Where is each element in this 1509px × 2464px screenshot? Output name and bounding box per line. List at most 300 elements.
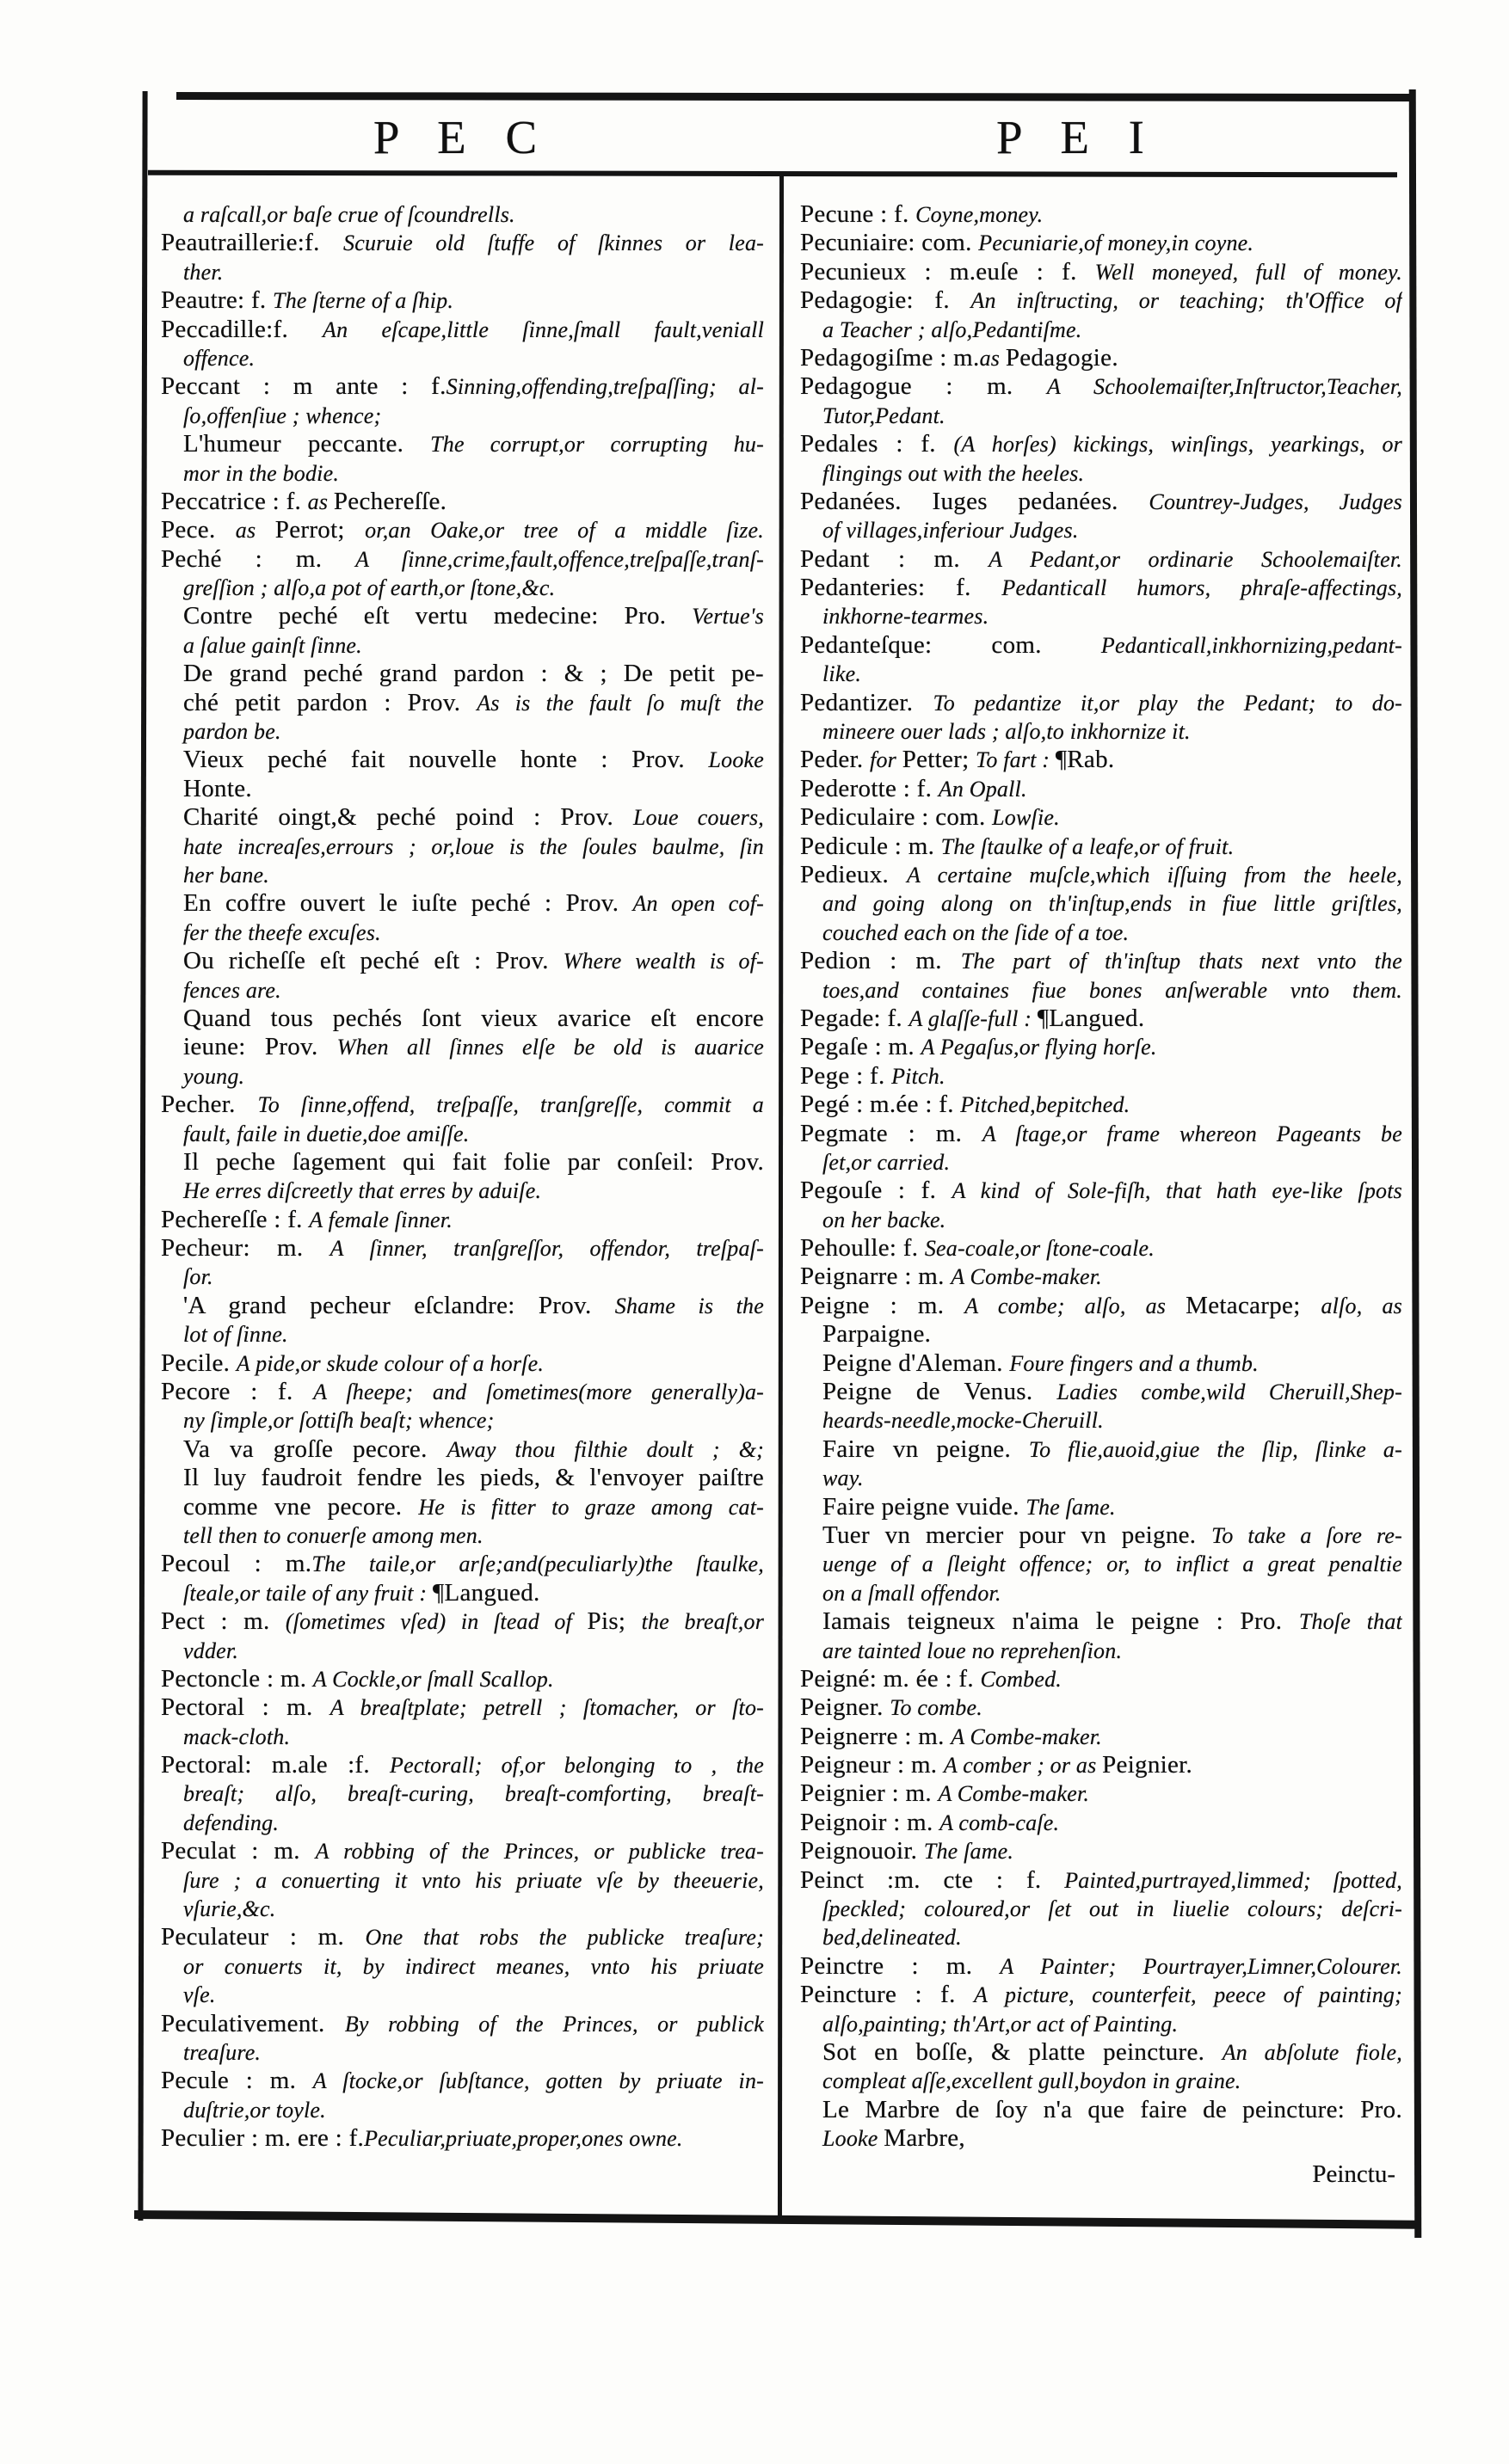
dictionary-line (161, 689, 764, 717)
dictionary-line (800, 660, 1402, 688)
italic-gloss-run: ſpeckled; coloured,or ſet out in liuelie colours; deſcri- (822, 1896, 1402, 1922)
roman-text-run: Peculativement. (161, 2009, 345, 2037)
roman-text-run: Pegé : m.ée : f. (800, 1091, 961, 1119)
italic-gloss-run: Combed. (980, 1666, 1062, 1692)
italic-gloss-run: Pitched,bepitched. (960, 1092, 1130, 1118)
dictionary-entry-line (800, 947, 1402, 975)
italic-gloss-run: Pectorall; of,or belonging to , the (390, 1753, 764, 1779)
italic-gloss-run: A combe; alſo, as (964, 1293, 1186, 1318)
roman-text-run: Parpaigne. (822, 1320, 932, 1349)
dictionary-entry-line (800, 488, 1402, 516)
italic-gloss-run: Loue couers, (632, 805, 764, 831)
italic-gloss-run: Pitch. (891, 1063, 945, 1089)
italic-gloss-run: Looke (708, 747, 764, 773)
italic-gloss-run: uenge of a ſleight offence; or, to inflict a great penaltie (822, 1552, 1402, 1577)
dictionary-entry-line (800, 1723, 1402, 1751)
dictionary-entry-line (161, 1665, 764, 1693)
italic-gloss-run: Foure fingers and a thumb. (1009, 1350, 1259, 1376)
roman-text-run: Pedion : m. (800, 947, 961, 975)
roman-text-run: Tuer vn mercier pour vn peigne. (822, 1521, 1212, 1549)
roman-text-run: Pegmate : m. (800, 1119, 982, 1147)
roman-text-run: Pegaſe : m. (800, 1033, 921, 1061)
italic-gloss-run: inkhorne-tearmes. (822, 604, 989, 630)
italic-gloss-run: A picture, counterfeit, peece of painting; (973, 1982, 1402, 2008)
italic-gloss-run: The ſterne of a ſhip. (273, 288, 454, 314)
dictionary-line (800, 1550, 1402, 1578)
italic-gloss-run: He is fitter to graze among cat- (418, 1494, 764, 1520)
italic-gloss-run: as (979, 345, 1006, 371)
dictionary-line (161, 660, 764, 688)
dictionary-entry-line (800, 1665, 1402, 1693)
italic-gloss-run: The ſame. (923, 1839, 1014, 1865)
roman-text-run: Pedanteſque: com. (800, 630, 1101, 659)
dictionary-entry-line (161, 2124, 764, 2153)
roman-text-run: Peinct :m. cte : f. (800, 1865, 1065, 1894)
italic-gloss-run: An inſtructing, or teaching; th'Office of (970, 288, 1402, 314)
dictionary-line (161, 1320, 764, 1349)
roman-text-run: Peautre: f. (161, 286, 274, 315)
dictionary-entry-line (800, 833, 1402, 861)
roman-text-run: Perrot; (274, 516, 366, 544)
roman-text-run: Peccant : m ante : f. (161, 372, 447, 401)
dictionary-line (161, 402, 764, 430)
italic-gloss-run: pardon be. (183, 719, 281, 745)
italic-gloss-run: young. (183, 1063, 245, 1089)
roman-text-run: Pedanteries: f. (800, 574, 1002, 602)
roman-text-run: Pecheur: m. (161, 1234, 330, 1263)
right-border-rule (1409, 89, 1422, 2238)
dictionary-line (161, 574, 764, 602)
italic-gloss-run: ny ſimple,or ſottiſh beaſt; whence; (183, 1408, 495, 1434)
italic-gloss-run: The ſame. (1026, 1494, 1116, 1520)
roman-text-run: Charité oingt,& peché poind : Prov. (183, 803, 633, 832)
dictionary-line (161, 1292, 764, 1320)
italic-gloss-run: for (870, 747, 902, 773)
dictionary-entry-line (161, 1837, 764, 1865)
dictionary-entry-line (161, 316, 764, 344)
roman-text-run: Peculier : m. ere : f. (161, 2124, 365, 2153)
dictionary-line (800, 1349, 1402, 1378)
dictionary-line (161, 919, 764, 947)
roman-text-run: Pedicule : m. (800, 832, 941, 860)
dictionary-line (161, 861, 764, 889)
dictionary-line (161, 775, 764, 803)
roman-text-run: Peautraillerie:f. (161, 229, 344, 257)
dictionary-entry-line (800, 1981, 1402, 2009)
dictionary-entry-line (800, 775, 1402, 803)
dictionary-line (161, 602, 764, 630)
dictionary-line (800, 316, 1402, 344)
dictionary-line (161, 2038, 764, 2067)
dictionary-entry-line (800, 430, 1402, 458)
roman-text-run: L'humeur peccante. (183, 430, 431, 458)
roman-text-run: Pedanées. Iuges pedanées. (800, 487, 1149, 515)
roman-text-run: Contre peché eſt vertu medecine: Pro. (183, 602, 693, 630)
italic-gloss-run: Tutor,Pedant. (822, 402, 945, 428)
roman-text-run: Pecune : f. (800, 200, 916, 228)
italic-gloss-run: A Cockle,or ſmall Scallop. (312, 1666, 554, 1692)
italic-gloss-run: One that robs the publicke treaſure; (365, 1925, 764, 1951)
italic-gloss-run: Sinning,offending,treſpaſſing; al- (446, 374, 764, 400)
italic-gloss-run: Painted,purtrayed,limmed; ſpotted, (1064, 1867, 1402, 1893)
italic-gloss-run: fer the theefe excuſes. (183, 919, 381, 945)
dictionary-line (800, 1607, 1402, 1636)
dictionary-entry-line (161, 1607, 764, 1636)
italic-gloss-run: and going along on th'inſtup,ends in fiue little griſtles, (822, 891, 1402, 917)
italic-gloss-run: ther. (183, 259, 224, 285)
italic-gloss-run: The corrupt,or corrupting hu- (430, 432, 764, 458)
italic-gloss-run: Scuruie old ſtuffe of ſkinnes or lea- (343, 230, 764, 256)
left-column (161, 200, 764, 2154)
italic-gloss-run: Pedanticall,inkhornizing,pedant- (1100, 632, 1402, 658)
dictionary-line (800, 1378, 1402, 1406)
italic-gloss-run: ſor. (183, 1264, 213, 1290)
dictionary-line (161, 1263, 764, 1291)
dictionary-line (800, 602, 1402, 630)
roman-text-run: Peigné: m. ée : f. (800, 1664, 981, 1693)
dictionary-entry-line (161, 1923, 764, 1951)
italic-gloss-run: Shame is the (614, 1293, 764, 1318)
catchword: Peinctu- (1312, 2160, 1395, 2188)
roman-text-run: Peignerre : m. (800, 1722, 952, 1750)
dictionary-entry-line (800, 1779, 1402, 1808)
italic-gloss-run: Vertue's (692, 604, 764, 630)
roman-text-run: Peculateur : m. (161, 1923, 366, 1951)
roman-text-run: Peinctre : m. (800, 1951, 1001, 1980)
italic-gloss-run: a ſalue gainſt ſinne. (183, 632, 362, 658)
italic-gloss-run: A female ſinner. (309, 1207, 453, 1232)
roman-text-run: Vieux peché fait nouvelle honte : Prov. (183, 746, 709, 774)
italic-gloss-run: as (307, 488, 334, 514)
dictionary-entry-line (800, 1234, 1402, 1263)
dictionary-entry-line (161, 1693, 764, 1722)
dictionary-line (161, 947, 764, 975)
dictionary-entry-line (800, 286, 1402, 315)
roman-text-run: Pecuniaire: com. (800, 229, 979, 257)
dictionary-entry-line (161, 1206, 764, 1234)
italic-gloss-run: vſurie,&c. (183, 1896, 276, 1922)
italic-gloss-run: A breaſtplate; petrell ; ſtomacher, or ſto- (330, 1695, 764, 1721)
page-header-left: P E C (373, 111, 551, 163)
roman-text-run: De grand peché grand pardon : & ; De petit pe- (183, 660, 764, 688)
dictionary-entry-line (161, 545, 764, 574)
dictionary-entry-line (161, 229, 764, 257)
roman-text-run: Pegouſe : f. (800, 1177, 952, 1205)
dictionary-entry-line (800, 372, 1402, 401)
dictionary-entry-line (161, 1234, 764, 1263)
dictionary-line (161, 1005, 764, 1033)
italic-gloss-run: duſtrie,or toyle. (183, 2097, 326, 2123)
roman-text-run: Peignouoir. (800, 1837, 924, 1865)
dictionary-line (161, 1062, 764, 1091)
italic-gloss-run: the breaſt,or (641, 1609, 764, 1635)
dictionary-line (161, 1177, 764, 1205)
roman-text-run: Pectoral : m. (161, 1693, 330, 1722)
roman-text-run: En coffre ouvert le iuſte peché : Prov. (183, 889, 633, 918)
dictionary-entry-line (800, 631, 1402, 660)
italic-gloss-run: lot of ſinne. (183, 1322, 288, 1348)
roman-text-run: Pedieux. (800, 860, 907, 888)
italic-gloss-run: A ſinne,crime,fault,offence,treſpaſſe,tranſ- (355, 546, 764, 572)
roman-text-run: Pegade: f. (800, 1004, 909, 1032)
dictionary-entry-line (800, 1952, 1402, 1981)
dictionary-line (800, 1895, 1402, 1923)
italic-gloss-run: are tainted loue no reprehenſion. (822, 1638, 1123, 1663)
dictionary-line (161, 1981, 764, 2009)
italic-gloss-run: bed,delineated. (822, 1925, 962, 1951)
dictionary-line (161, 1435, 764, 1464)
roman-text-run: Pedales : f. (800, 430, 954, 458)
roman-text-run: Pecore : f. (161, 1378, 314, 1406)
roman-text-run: ieune: Prov. (183, 1033, 337, 1061)
dictionary-entry-line (800, 574, 1402, 602)
roman-text-run: Marbre, (884, 2124, 965, 2153)
column-divider-rule (778, 175, 784, 2215)
italic-gloss-run: way. (822, 1465, 864, 1491)
italic-gloss-run: A Combe-maker. (938, 1781, 1090, 1807)
dictionary-line (800, 2096, 1402, 2124)
italic-gloss-run: To combe. (890, 1695, 982, 1721)
dictionary-line (161, 803, 764, 832)
dictionary-line (161, 1493, 764, 1521)
italic-gloss-run: To flie,auoid,giue the ſlip, ſlinke a- (1028, 1436, 1402, 1462)
dictionary-entry-line (161, 1378, 764, 1406)
roman-text-run: Peignier : m. (800, 1779, 939, 1808)
roman-text-run: Pechereſſe. (333, 487, 447, 515)
page-header-right: P E I (996, 111, 1158, 163)
italic-gloss-run: A ſtage,or frame whereon Pageants be (982, 1121, 1402, 1146)
italic-gloss-run: The taile,or arſe;and(peculiarly)the ſtaulke, (311, 1552, 764, 1577)
roman-text-run: Pecule : m. (161, 2067, 313, 2095)
dictionary-line (800, 976, 1402, 1005)
roman-text-run: 'A grand pecheur eſclandre: Prov. (183, 1291, 615, 1319)
italic-gloss-run: A kind of Sole-fiſh, that hath eye-like ſpots (952, 1178, 1402, 1204)
italic-gloss-run: As is the fault ſo muſt the (477, 690, 764, 716)
dictionary-line (161, 1637, 764, 1665)
italic-gloss-run: alſo, as (1321, 1293, 1402, 1318)
dictionary-line (161, 344, 764, 372)
roman-text-run: Pederotte : f. (800, 774, 939, 802)
italic-gloss-run: heards-needle,mocke-Cheruill. (822, 1408, 1104, 1434)
roman-text-run: Pece. (161, 516, 236, 544)
dictionary-entry-line (161, 2067, 764, 2095)
italic-gloss-run: Pedanticall humors, phraſe-affectings, (1001, 575, 1402, 601)
dictionary-line (161, 1120, 764, 1148)
dictionary-entry-line (800, 746, 1402, 774)
dictionary-line (161, 1895, 764, 1923)
roman-text-run: ¶Langued. (433, 1578, 540, 1607)
italic-gloss-run: The part of th'inſtup thats next vnto the (960, 949, 1402, 974)
italic-gloss-run: mor in the bodie. (183, 460, 340, 486)
dictionary-line (800, 1464, 1402, 1492)
roman-text-run: Honte. (183, 774, 252, 802)
header-rule (148, 170, 1397, 178)
dictionary-line (800, 1521, 1402, 1550)
dictionary-entry-line (800, 1693, 1402, 1722)
italic-gloss-run: He erres diſcreetly that erres by aduiſe. (183, 1178, 542, 1204)
roman-text-run: Peder. (800, 746, 871, 774)
roman-text-run: Petter; (902, 746, 976, 774)
italic-gloss-run: ſteale,or taile of any fruit : (183, 1580, 433, 1606)
dictionary-line (161, 200, 764, 229)
roman-text-run: Pis; (587, 1607, 642, 1636)
dictionary-line (161, 2096, 764, 2124)
roman-text-run: Pedagogiſme : m. (800, 343, 980, 372)
italic-gloss-run: A pide,or skude colour of a horſe. (236, 1350, 545, 1376)
roman-text-run: Pege : f. (800, 1061, 892, 1090)
roman-text-run: Iamais teigneux n'aima le peigne : Pro. (822, 1607, 1299, 1636)
italic-gloss-run: her bane. (183, 862, 269, 888)
roman-text-run: Quand tous pechés ſont vieux avarice eſt encore (183, 1004, 764, 1032)
roman-text-run: Pectoral: m.ale :f. (161, 1751, 391, 1779)
italic-gloss-run: fences are. (183, 977, 281, 1003)
italic-gloss-run: or conuerts it, by indirect meanes, vnto his priuate (183, 1953, 764, 1979)
dictionary-entry-line (800, 1263, 1402, 1291)
italic-gloss-run: An eſcape,little ſinne,ſmall fault,veniall (323, 316, 764, 342)
dictionary-line (161, 1779, 764, 1808)
italic-gloss-run: To fart : (976, 747, 1056, 773)
italic-gloss-run: a raſcall,or baſe crue of ſcoundrells. (183, 202, 515, 227)
dictionary-entry-line (800, 689, 1402, 717)
roman-text-run: ¶Langued. (1037, 1004, 1145, 1032)
dictionary-line (161, 1952, 764, 1981)
italic-gloss-run: An Opall. (938, 776, 1027, 802)
roman-text-run: Sot en boſſe, & platte peincture. (822, 2038, 1223, 2066)
dictionary-line (800, 1637, 1402, 1665)
italic-gloss-run: ſo,offenſiue ; whence; (183, 402, 382, 428)
dictionary-line (800, 1579, 1402, 1607)
italic-gloss-run: offence. (183, 345, 256, 371)
roman-text-run: ¶Rab. (1055, 746, 1115, 774)
dictionary-entry-line (800, 258, 1402, 286)
italic-gloss-run: Ladies combe,wild Cheruill,Shep- (1056, 1379, 1402, 1405)
italic-gloss-run: Looke (822, 2126, 884, 2152)
italic-gloss-run: A ſheepe; and ſometimes(more generally)a- (313, 1379, 764, 1405)
italic-gloss-run: A Combe-maker. (951, 1264, 1102, 1290)
dictionary-line (800, 402, 1402, 430)
dictionary-entry-line (800, 1120, 1402, 1148)
dictionary-line (161, 1406, 764, 1435)
dictionary-line (800, 1320, 1402, 1349)
dictionary-entry-line (800, 1809, 1402, 1837)
dictionary-line (161, 1579, 764, 1607)
roman-text-run: Pect : m. (161, 1607, 286, 1636)
roman-text-run: Peigne de Venus. (822, 1378, 1057, 1406)
top-rule (176, 92, 1415, 101)
italic-gloss-run: To take a ſore re- (1211, 1522, 1402, 1548)
dictionary-entry-line (800, 545, 1402, 574)
dictionary-line (800, 516, 1402, 544)
roman-text-run: Peignarre : m. (800, 1263, 952, 1291)
roman-text-run: Pecunieux : m.euſe : f. (800, 257, 1095, 286)
dictionary-entry-line (161, 488, 764, 516)
dictionary-line (161, 889, 764, 918)
roman-text-run: Pechereſſe : f. (161, 1205, 310, 1233)
italic-gloss-run: A robbing of the Princes, or publicke trea- (315, 1839, 764, 1865)
roman-text-run: Il luy faudroit fendre les pieds, & l'envoyer paiſtre (183, 1464, 764, 1492)
roman-text-run: Pecoul : m. (161, 1550, 312, 1578)
italic-gloss-run: An abſolute fiole, (1222, 2040, 1402, 2065)
roman-text-run: Faire vn peigne. (822, 1435, 1029, 1463)
italic-gloss-run: (ſometimes vſed) in ſtead of (285, 1609, 588, 1635)
italic-gloss-run: fault, faile in duetie,doe amiſſe. (183, 1121, 470, 1146)
roman-text-run: Pecher. (161, 1091, 258, 1119)
italic-gloss-run: as (235, 518, 275, 544)
italic-gloss-run: An open cof- (632, 891, 764, 917)
dictionary-line (800, 1435, 1402, 1464)
italic-gloss-run: ſet,or carried. (822, 1149, 951, 1175)
dictionary-line (161, 1148, 764, 1177)
italic-gloss-run: mack-cloth. (183, 1724, 291, 1749)
dictionary-line (161, 1809, 764, 1837)
dictionary-line (161, 430, 764, 458)
dictionary-line (161, 258, 764, 286)
italic-gloss-run: vdder. (183, 1638, 239, 1663)
dictionary-line (161, 1521, 764, 1550)
italic-gloss-run: breaſt; alſo, breaſt-curing, breaſt-comforting, breaſt- (183, 1781, 764, 1807)
roman-text-run: Pehoulle: f. (800, 1234, 925, 1263)
roman-text-run: Pedagogie. (1005, 343, 1118, 372)
italic-gloss-run: on her backe. (822, 1207, 946, 1232)
italic-gloss-run: When all ſinnes elſe be old is auarice (336, 1035, 764, 1060)
italic-gloss-run: A glaſſe-full : (908, 1005, 1038, 1031)
roman-text-run: Il peche ſagement qui fait folie par conſeil: Prov. (183, 1147, 764, 1176)
italic-gloss-run: a Teacher ; alſo,Pedantiſme. (822, 316, 1082, 342)
dictionary-line (800, 1148, 1402, 1177)
dictionary-entry-line (800, 229, 1402, 257)
dictionary-entry-line (800, 1033, 1402, 1061)
italic-gloss-run: A Painter; Pourtrayer,Limner,Colourer. (1000, 1953, 1402, 1979)
roman-text-run: Peccatrice : f. (161, 487, 308, 515)
dictionary-line (800, 2038, 1402, 2067)
dictionary-entry-line (800, 1751, 1402, 1779)
italic-gloss-run: hate increaſes,errours ; or,loue is the ſoules baulme, ſin (183, 833, 764, 859)
italic-gloss-run: like. (822, 661, 862, 687)
roman-text-run: Pedantizer. (800, 688, 933, 716)
italic-gloss-run: A Schoolemaiſter,Inſtructor,Teacher, (1046, 374, 1402, 400)
italic-gloss-run: vſe. (183, 1982, 216, 2008)
roman-text-run: Pedagogie: f. (800, 286, 971, 315)
italic-gloss-run: on a ſmall offendor. (822, 1580, 1001, 1606)
italic-gloss-run: A Pegaſus,or flying horſe. (921, 1035, 1157, 1060)
dictionary-line (800, 459, 1402, 488)
italic-gloss-run: To ſinne,offend, treſpaſſe, tranſgreſſe, commit a (257, 1092, 764, 1118)
dictionary-line (800, 717, 1402, 746)
roman-text-run: Pectoncle : m. (161, 1664, 313, 1693)
dictionary-entry-line (800, 861, 1402, 889)
dictionary-line (161, 1723, 764, 1751)
italic-gloss-run: Away thou filthie doult ; &; (447, 1436, 764, 1462)
dictionary-entry-line (161, 1751, 764, 1779)
italic-gloss-run: Pecuniarie,of money,in coyne. (978, 230, 1254, 256)
dictionary-line (800, 2067, 1402, 2095)
dictionary-entry-line (161, 1550, 764, 1578)
italic-gloss-run: of villages,inferiour Judges. (822, 518, 1079, 544)
italic-gloss-run: alſo,painting; th'Art,or act of Painting. (822, 2011, 1179, 2037)
italic-gloss-run: Where wealth is of- (563, 949, 764, 974)
dictionary-line (161, 631, 764, 660)
dictionary-entry-line (161, 286, 764, 315)
dictionary-line (161, 976, 764, 1005)
italic-gloss-run: ſure ; a conuerting it vnto his priuate vſe by theeuerie, (183, 1867, 764, 1893)
italic-gloss-run: A Pedant,or ordinarie Schoolemaiſter. (989, 546, 1402, 572)
roman-text-run: Peigne d'Aleman. (822, 1349, 1010, 1377)
dictionary-entry-line (800, 200, 1402, 229)
italic-gloss-run: To pedantize it,or play the Pedant; to do- (933, 690, 1402, 716)
italic-gloss-run: The ſtaulke of a leafe,or of fruit. (940, 833, 1235, 859)
left-border-rule (138, 91, 147, 2221)
dictionary-entry-line (800, 1866, 1402, 1895)
